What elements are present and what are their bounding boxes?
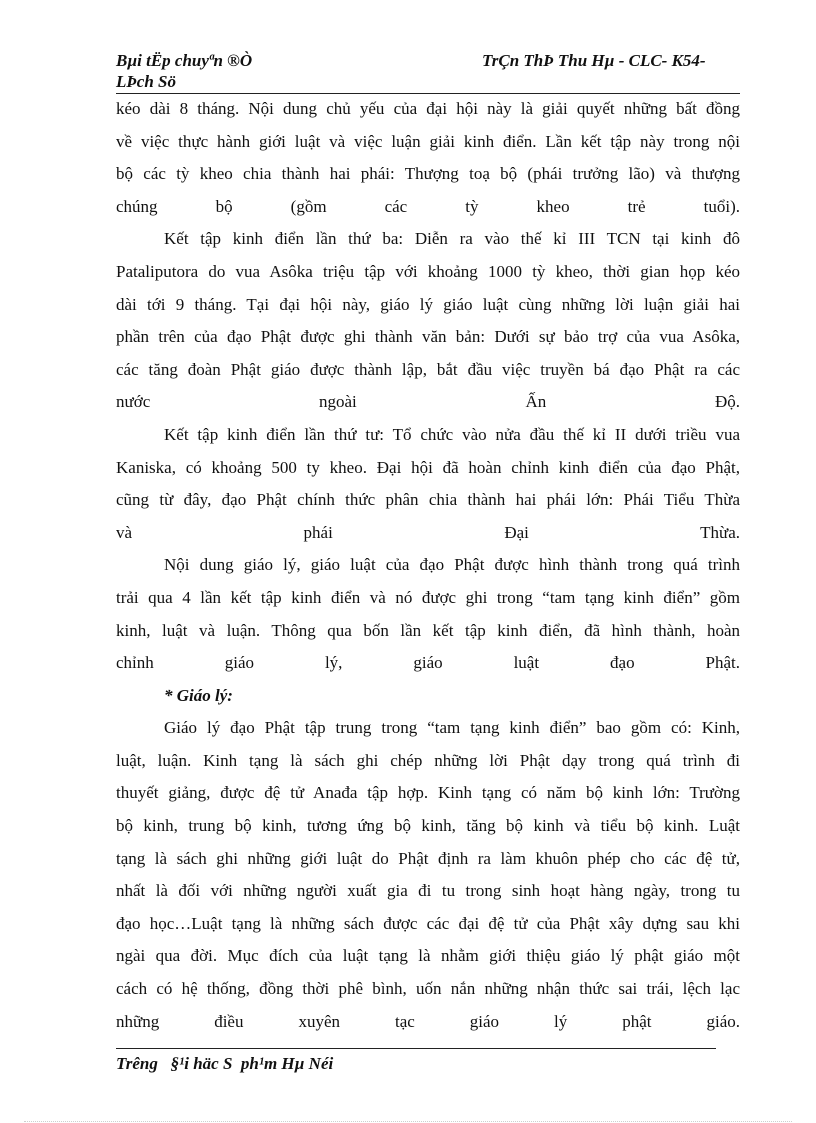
- text-line: nước ngoài Ấn Độ.: [116, 392, 740, 412]
- text-line: kéo dài 8 tháng. Nội dung chủ yếu của đại hội này là giải quyết những bất đồng: [116, 99, 740, 118]
- paragraph-tripitaka: [116, 712, 740, 1038]
- text-line: Kaniska, có khoảng 500 ty kheo. Đại hội đã hoàn chỉnh kinh điển của đạo Phật,: [116, 457, 740, 477]
- text-line: cũng từ đây, đạo Phật chính thức phân chia thành hai phái lớn: Phái Tiểu Thừa: [116, 490, 740, 510]
- header-course-line-1: Bµi tËp chuyªn ®Ò: [116, 51, 253, 70]
- text-line: trải qua 4 lần kết tập kinh điển và nó được ghi trong “tam tạng kinh điển” gồm: [116, 587, 740, 607]
- text-line: và phái Đại Thừa.: [116, 522, 740, 542]
- text-line: chỉnh giáo lý, giáo luật đạo Phật.: [116, 653, 740, 673]
- text-line: Kết tập kinh điển lần thứ ba: Diễn ra vào thế kỉ III TCN tại kinh đô: [164, 229, 740, 249]
- page-bottom-edge: [24, 1121, 792, 1122]
- header-course-title: [116, 50, 306, 92]
- text-line: dài tới 9 tháng. Tại đại hội này, giáo lý giáo luật cùng những lời luận giải hai: [116, 294, 740, 314]
- text-line: nhất là đối với những người xuất gia đi tu trong sinh hoạt hàng ngày, trong tu: [116, 881, 740, 901]
- section-heading-giao-ly: * Giáo lý:: [164, 685, 233, 705]
- text-line: những điều xuyên tạc giáo lý phật giáo.: [116, 1011, 740, 1031]
- text-line: Pataliputora do vua Asôka triệu tập với khoảng 1000 tỳ kheo, thời gian họp kéo: [116, 261, 740, 281]
- paragraph-council-4: [116, 419, 740, 549]
- text-line: luật, luận. Kinh tạng là sách ghi chép những lời Phật dạy trong quá trình đi: [116, 750, 740, 770]
- paragraph-council-2-continued: [116, 93, 740, 223]
- page-header: [116, 50, 740, 94]
- text-line: về việc thực hành giới luật và việc luận giải kinh điển. Lần kết tập này trong nội: [116, 131, 740, 151]
- text-line: kinh, luật và luận. Thông qua bốn lần kết tập kinh điển, đã hình thành, hoàn: [116, 620, 740, 640]
- text-line: Giáo lý đạo Phật tập trung trong “tam tạng kinh điển” bao gồm có: Kinh,: [164, 718, 740, 738]
- text-line: ngài qua đời. Mục đích của luật tạng là nhằm giới thiệu giáo lý phật giáo một: [116, 946, 740, 966]
- text-line: Kết tập kinh điển lần thứ tư: Tổ chức vào nửa đầu thế kỉ II dưới triều vua: [164, 424, 740, 444]
- text-line: bộ các tỳ kheo chia thành hai phái: Thượng toạ bộ (phái trưởng lão) và thượng: [116, 164, 740, 184]
- footer-divider: [116, 1048, 716, 1049]
- text-line: bộ kinh, trung bộ kinh, tương ứng bộ kinh, tăng bộ kinh và tiểu bộ kinh. Luật: [116, 816, 740, 836]
- header-author: TrÇn ThÞ Thu Hµ - CLC- K54-: [482, 51, 706, 70]
- text-line: các tăng đoàn Phật giáo được thành lập, bắt đầu việc truyền bá đạo Phật ra các: [116, 359, 740, 379]
- text-line: đạo học…Luật tạng là những sách được các đại đệ tử của Phật xây dựng sau khi: [116, 913, 740, 933]
- text-line: chúng bộ (gồm các tỳ kheo trẻ tuổi).: [116, 196, 740, 216]
- header-course-line-2: LÞch Sö: [116, 72, 176, 91]
- document-body: [116, 93, 740, 1038]
- text-line: tạng là sách ghi những giới luật do Phật định ra làm khuôn phép cho các đệ tử,: [116, 848, 740, 868]
- text-line: thuyết giảng, được đệ tử Anađa tập hợp. Kinh tạng có năm bộ kinh lớn: Trường: [116, 783, 740, 803]
- paragraph-doctrine-summary: [116, 549, 740, 679]
- text-line: Nội dung giáo lý, giáo luật của đạo Phật được hình thành trong quá trình: [164, 555, 740, 575]
- page-footer: Trêng §¹i häc S ph¹m Hµ Néi: [116, 1054, 334, 1073]
- paragraph-council-3: [116, 223, 740, 419]
- text-line: cách có hệ thống, đồng thời phê bình, uốn nắn những nhận thức sai trái, lệch lạc: [116, 979, 740, 999]
- text-line: phần trên của đạo Phật được ghi thành văn bản: Dưới sự bảo trợ của vua Asôka,: [116, 327, 740, 347]
